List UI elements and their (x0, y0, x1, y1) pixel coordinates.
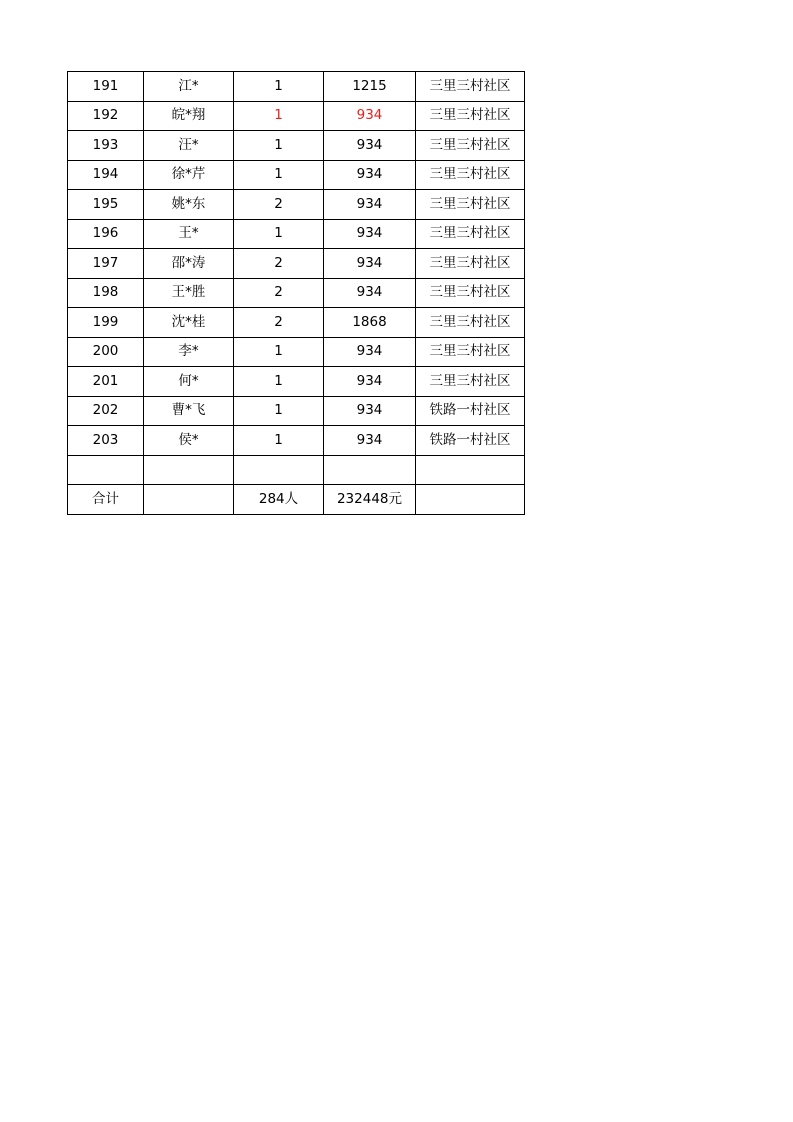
cell-no: 201 (68, 367, 144, 397)
table-row-empty (68, 455, 525, 485)
cell-name: 江* (144, 72, 234, 102)
table-row (68, 396, 525, 426)
table-row (68, 367, 525, 397)
table-body (68, 72, 525, 515)
cell-amount: 934 (324, 426, 416, 456)
cell-name: 邵*涛 (144, 249, 234, 279)
cell-amount: 934 (324, 396, 416, 426)
cell-community: 三里三村社区 (416, 337, 525, 367)
cell-no (68, 455, 144, 485)
table-row (68, 426, 525, 456)
table-row (68, 337, 525, 367)
cell-no: 200 (68, 337, 144, 367)
cell-amount: 1215 (324, 72, 416, 102)
cell-count: 1 (234, 337, 324, 367)
cell-name: 何* (144, 367, 234, 397)
cell-no: 203 (68, 426, 144, 456)
table-row-total (68, 485, 525, 515)
cell-name: 王*胜 (144, 278, 234, 308)
cell-name: 徐*芹 (144, 160, 234, 190)
cell-count: 1 (234, 160, 324, 190)
cell-community: 铁路一村社区 (416, 426, 525, 456)
table-row (68, 101, 525, 131)
cell-name (144, 455, 234, 485)
cell-name: 李* (144, 337, 234, 367)
cell-count: 1 (234, 426, 324, 456)
cell-community: 三里三村社区 (416, 308, 525, 338)
cell-count: 2 (234, 249, 324, 279)
data-table (67, 71, 525, 515)
cell-count: 1 (234, 367, 324, 397)
cell-name: 曹*飞 (144, 396, 234, 426)
cell-community: 三里三村社区 (416, 160, 525, 190)
cell-amount: 934 (324, 160, 416, 190)
cell-count: 1 (234, 396, 324, 426)
table-row (68, 219, 525, 249)
cell-no: 194 (68, 160, 144, 190)
cell-no: 196 (68, 219, 144, 249)
cell-community: 三里三村社区 (416, 131, 525, 161)
table-row (68, 160, 525, 190)
cell-community: 三里三村社区 (416, 219, 525, 249)
table-row (68, 249, 525, 279)
cell-name: 侯* (144, 426, 234, 456)
cell-amount: 934 (324, 337, 416, 367)
cell-count-highlighted: 1 (234, 101, 324, 131)
table-row (68, 308, 525, 338)
cell-amount: 1868 (324, 308, 416, 338)
cell-name: 皖*翔 (144, 101, 234, 131)
cell-amount (324, 455, 416, 485)
cell-no: 195 (68, 190, 144, 220)
cell-amount: 934 (324, 190, 416, 220)
total-community (416, 485, 525, 515)
cell-community (416, 455, 525, 485)
cell-community: 铁路一村社区 (416, 396, 525, 426)
cell-count: 2 (234, 308, 324, 338)
cell-no: 199 (68, 308, 144, 338)
cell-count: 1 (234, 219, 324, 249)
total-count: 284人 (234, 485, 324, 515)
cell-count (234, 455, 324, 485)
cell-no: 197 (68, 249, 144, 279)
cell-count: 1 (234, 72, 324, 102)
total-name (144, 485, 234, 515)
cell-count: 2 (234, 190, 324, 220)
cell-community: 三里三村社区 (416, 101, 525, 131)
cell-community: 三里三村社区 (416, 190, 525, 220)
cell-name: 沈*桂 (144, 308, 234, 338)
cell-amount: 934 (324, 367, 416, 397)
cell-community: 三里三村社区 (416, 367, 525, 397)
cell-count: 2 (234, 278, 324, 308)
total-label: 合计 (68, 485, 144, 515)
table-row (68, 190, 525, 220)
cell-amount: 934 (324, 131, 416, 161)
cell-no: 191 (68, 72, 144, 102)
cell-no: 198 (68, 278, 144, 308)
cell-community: 三里三村社区 (416, 278, 525, 308)
table-row (68, 72, 525, 102)
cell-no: 192 (68, 101, 144, 131)
cell-amount-highlighted: 934 (324, 101, 416, 131)
table-row (68, 278, 525, 308)
cell-count: 1 (234, 131, 324, 161)
cell-no: 202 (68, 396, 144, 426)
cell-community: 三里三村社区 (416, 72, 525, 102)
cell-name: 汪* (144, 131, 234, 161)
cell-amount: 934 (324, 249, 416, 279)
table-row (68, 131, 525, 161)
cell-name: 姚*东 (144, 190, 234, 220)
total-amount: 232448元 (324, 485, 416, 515)
cell-name: 王* (144, 219, 234, 249)
cell-amount: 934 (324, 278, 416, 308)
cell-no: 193 (68, 131, 144, 161)
cell-amount: 934 (324, 219, 416, 249)
cell-community: 三里三村社区 (416, 249, 525, 279)
